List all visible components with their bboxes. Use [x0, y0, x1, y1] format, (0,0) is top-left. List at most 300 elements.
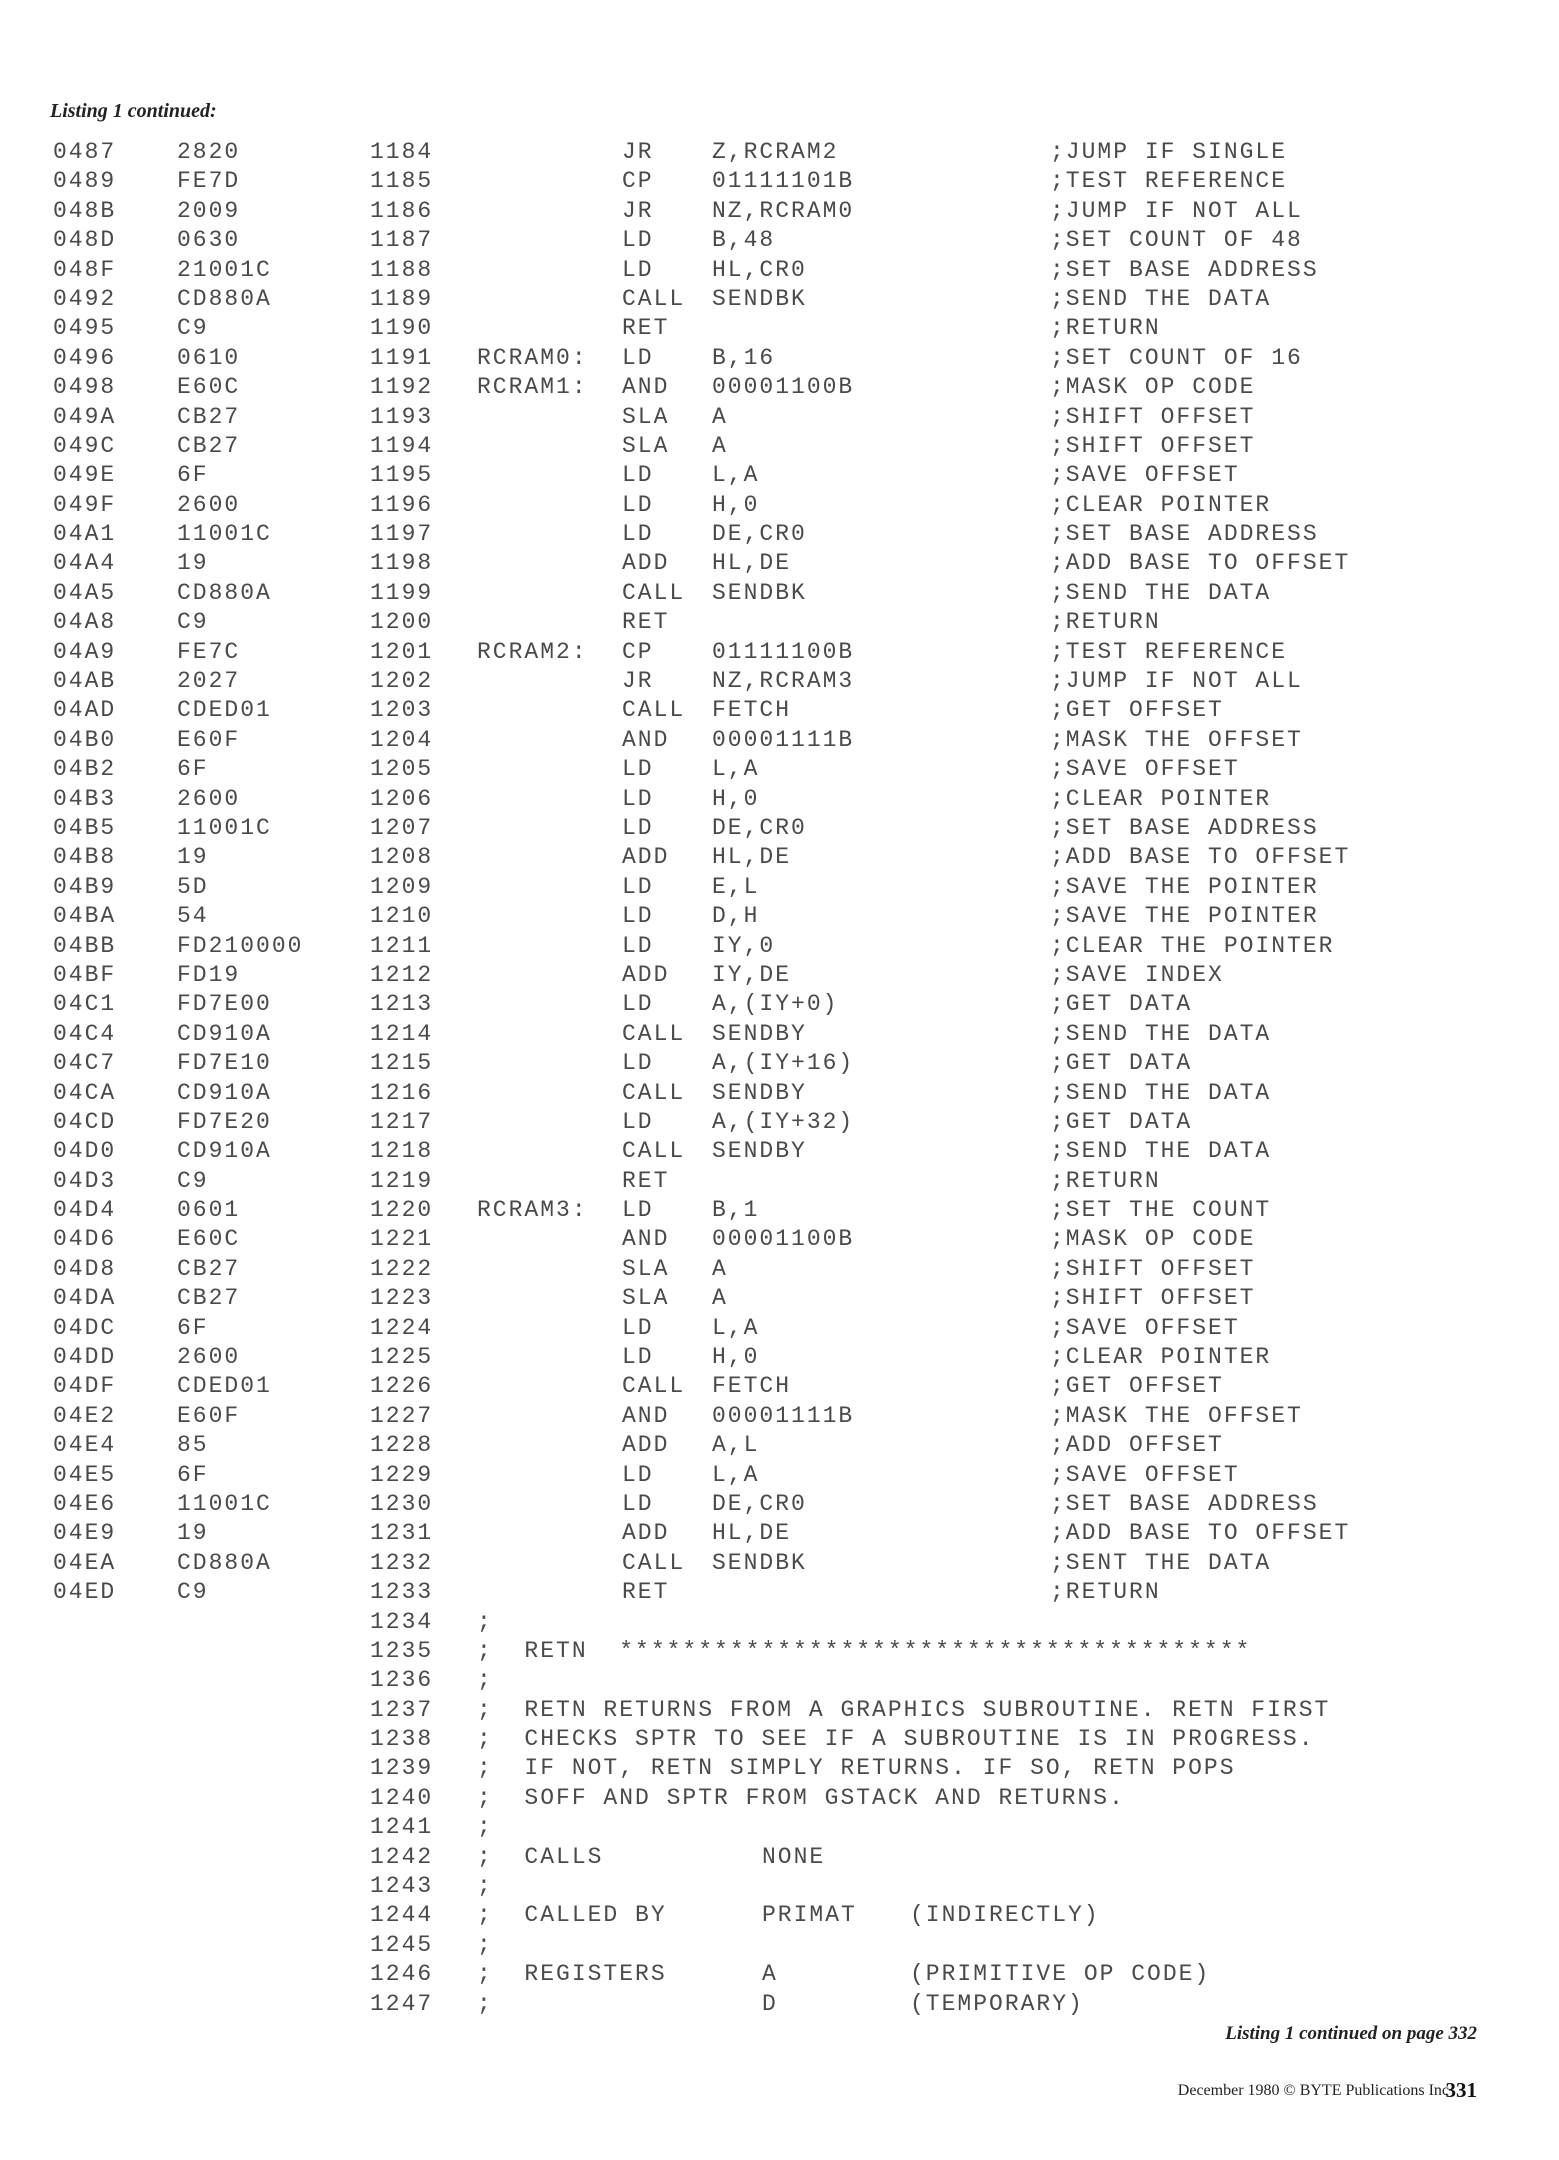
opcode: CALL: [622, 1549, 686, 1576]
line-number: 1227: [370, 1402, 434, 1429]
line-number: 1237: [370, 1696, 434, 1723]
label: RCRAM1:: [477, 374, 588, 401]
operand: A,(IY+16): [712, 1050, 855, 1077]
operand: DE,CR0: [712, 521, 807, 548]
code-line: [50, 1372, 1510, 1401]
code-line: [50, 1490, 1510, 1519]
comment: ;SEND THE DATA: [1050, 579, 1272, 606]
opcode: CALL: [622, 1373, 686, 1400]
address: 049F: [53, 491, 117, 518]
line-number: 1198: [370, 550, 434, 577]
object-code: E60C: [177, 1226, 241, 1253]
info-label: ; CALLED BY: [477, 1902, 667, 1929]
address: 04CD: [53, 1108, 117, 1135]
comment: ;SAVE THE POINTER: [1050, 903, 1319, 930]
object-code: 2009: [177, 197, 241, 224]
code-line: [50, 1108, 1510, 1137]
code-line: [50, 1196, 1510, 1225]
line-number: 1188: [370, 256, 434, 283]
info-line: [50, 1901, 1510, 1930]
operand: B,1: [712, 1197, 760, 1224]
comment: ;SAVE OFFSET: [1050, 1314, 1240, 1341]
operand: IY,0: [712, 932, 776, 959]
page-number: 331: [1445, 2078, 1477, 2102]
address: 04A9: [53, 638, 117, 665]
address: 04D3: [53, 1167, 117, 1194]
address: 04D0: [53, 1138, 117, 1165]
object-code: FD19: [177, 961, 241, 988]
comment-line: [50, 1608, 1510, 1637]
object-code: CD880A: [177, 579, 272, 606]
line-number: 1242: [370, 1843, 434, 1870]
line-number: 1230: [370, 1490, 434, 1517]
opcode: LD: [622, 344, 654, 371]
line-number: 1201: [370, 638, 434, 665]
address: 04E4: [53, 1432, 117, 1459]
comment: ;SEND THE DATA: [1050, 1020, 1272, 1047]
operand: H,0: [712, 1344, 760, 1371]
code-line: [50, 1578, 1510, 1607]
opcode: ADD: [622, 1520, 670, 1547]
opcode: RET: [622, 1167, 670, 1194]
comment-line: [50, 1666, 1510, 1695]
line-number: 1228: [370, 1432, 434, 1459]
object-code: 2600: [177, 491, 241, 518]
comment: ;SET BASE ADDRESS: [1050, 521, 1319, 548]
comment: ;SET BASE ADDRESS: [1050, 1490, 1319, 1517]
info-line: [50, 1872, 1510, 1901]
object-code: FD210000: [177, 932, 304, 959]
comment: ;SAVE THE POINTER: [1050, 873, 1319, 900]
comment: ;SET BASE ADDRESS: [1050, 256, 1319, 283]
object-code: 0610: [177, 344, 241, 371]
code-line: [50, 1049, 1510, 1078]
operand: HL,CR0: [712, 256, 807, 283]
operand: SENDBK: [712, 1549, 807, 1576]
opcode: LD: [622, 903, 654, 930]
line-number: 1245: [370, 1931, 434, 1958]
opcode: LD: [622, 991, 654, 1018]
info-line: [50, 1960, 1510, 1989]
address: 049C: [53, 432, 117, 459]
line-number: 1191: [370, 344, 434, 371]
address: 04E9: [53, 1520, 117, 1547]
object-code: CD910A: [177, 1138, 272, 1165]
object-code: 11001C: [177, 521, 272, 548]
object-code: 6F: [177, 1461, 209, 1488]
address: 04DD: [53, 1344, 117, 1371]
line-number: 1194: [370, 432, 434, 459]
opcode: AND: [622, 374, 670, 401]
opcode: CALL: [622, 1020, 686, 1047]
line-number: 1235: [370, 1637, 434, 1664]
line-number: 1205: [370, 756, 434, 783]
comment-line: [50, 1784, 1510, 1813]
opcode: AND: [622, 1402, 670, 1429]
opcode: LD: [622, 1461, 654, 1488]
object-code: 6F: [177, 1314, 209, 1341]
comment: ;SHIFT OFFSET: [1050, 1255, 1256, 1282]
code-line: [50, 1519, 1510, 1548]
address: 04DC: [53, 1314, 117, 1341]
opcode: LD: [622, 814, 654, 841]
code-line: [50, 344, 1510, 373]
address: 0492: [53, 285, 117, 312]
object-code: C9: [177, 1167, 209, 1194]
opcode: SLA: [622, 403, 670, 430]
code-line: [50, 285, 1510, 314]
line-number: 1207: [370, 814, 434, 841]
continued-note: Listing 1 continued on page 332: [1225, 2023, 1477, 2044]
comment: ;RETURN: [1050, 609, 1161, 636]
address: 04BB: [53, 932, 117, 959]
object-code: E60C: [177, 374, 241, 401]
line-number: 1208: [370, 844, 434, 871]
operand: L,A: [712, 1461, 760, 1488]
address: 04C4: [53, 1020, 117, 1047]
operand: A,(IY+32): [712, 1108, 855, 1135]
operand: SENDBK: [712, 579, 807, 606]
object-code: CB27: [177, 432, 241, 459]
opcode: LD: [622, 227, 654, 254]
address: 04AB: [53, 668, 117, 695]
address: 048F: [53, 256, 117, 283]
info-value: A: [762, 1961, 778, 1988]
line-number: 1220: [370, 1197, 434, 1224]
code-line: [50, 403, 1510, 432]
code-line: [50, 961, 1510, 990]
line-number: 1197: [370, 521, 434, 548]
code-line: [50, 638, 1510, 667]
operand: L,A: [712, 1314, 760, 1341]
code-line: [50, 667, 1510, 696]
address: 04A5: [53, 579, 117, 606]
operand: 00001100B: [712, 1226, 855, 1253]
comment: ;CLEAR POINTER: [1050, 785, 1272, 812]
object-code: 2027: [177, 668, 241, 695]
object-code: 11001C: [177, 814, 272, 841]
address: 04B0: [53, 726, 117, 753]
comment-text: ; RETN ****************************************: [477, 1637, 1252, 1664]
operand: 00001100B: [712, 374, 855, 401]
operand: NZ,RCRAM0: [712, 197, 855, 224]
comment: ;GET DATA: [1050, 1050, 1193, 1077]
object-code: 54: [177, 903, 209, 930]
opcode: LD: [622, 932, 654, 959]
line-number: 1193: [370, 403, 434, 430]
code-line: [50, 843, 1510, 872]
code-line: [50, 1314, 1510, 1343]
info-label: ;: [477, 1873, 493, 1900]
operand: SENDBY: [712, 1138, 807, 1165]
operand: FETCH: [712, 697, 792, 724]
line-number: 1241: [370, 1814, 434, 1841]
address: 04C7: [53, 1050, 117, 1077]
comment-text: ; IF NOT, RETN SIMPLY RETURNS. IF SO, RETN POPS: [477, 1755, 1236, 1782]
operand: SENDBY: [712, 1020, 807, 1047]
code-line: [50, 1402, 1510, 1431]
line-number: 1199: [370, 579, 434, 606]
line-number: 1229: [370, 1461, 434, 1488]
object-code: CDED01: [177, 697, 272, 724]
comment: ;TEST REFERENCE: [1050, 168, 1288, 195]
comment: ;SET COUNT OF 48: [1050, 227, 1303, 254]
comment: ;MASK OP CODE: [1050, 1226, 1256, 1253]
object-code: 2600: [177, 785, 241, 812]
object-code: CB27: [177, 1255, 241, 1282]
comment: ;CLEAR THE POINTER: [1050, 932, 1335, 959]
opcode: AND: [622, 1226, 670, 1253]
comment-line: [50, 1696, 1510, 1725]
comment: ;SHIFT OFFSET: [1050, 432, 1256, 459]
line-number: 1204: [370, 726, 434, 753]
line-number: 1214: [370, 1020, 434, 1047]
code-line: [50, 932, 1510, 961]
operand: B,48: [712, 227, 776, 254]
comment: ;SET THE COUNT: [1050, 1197, 1272, 1224]
comment: ;GET OFFSET: [1050, 697, 1224, 724]
object-code: 19: [177, 550, 209, 577]
opcode: LD: [622, 521, 654, 548]
address: 04B2: [53, 756, 117, 783]
operand: E,L: [712, 873, 760, 900]
info-value: NONE: [762, 1843, 826, 1870]
line-number: 1234: [370, 1608, 434, 1635]
operand: A,(IY+0): [712, 991, 839, 1018]
address: 04A1: [53, 521, 117, 548]
comment: ;JUMP IF NOT ALL: [1050, 668, 1303, 695]
opcode: ADD: [622, 844, 670, 871]
info-value: PRIMAT: [762, 1902, 857, 1929]
opcode: JR: [622, 139, 654, 165]
comment-text: ;: [477, 1814, 493, 1841]
opcode: LD: [622, 491, 654, 518]
object-code: 6F: [177, 756, 209, 783]
object-code: CDED01: [177, 1373, 272, 1400]
operand: A: [712, 403, 728, 430]
opcode: ADD: [622, 550, 670, 577]
info-note: (TEMPORARY): [910, 1990, 1084, 2017]
address: 04D4: [53, 1197, 117, 1224]
code-line: [50, 1020, 1510, 1049]
line-number: 1200: [370, 609, 434, 636]
object-code: FD7E10: [177, 1050, 272, 1077]
opcode: RET: [622, 609, 670, 636]
object-code: 6F: [177, 462, 209, 489]
opcode: LD: [622, 873, 654, 900]
object-code: FD7E00: [177, 991, 272, 1018]
opcode: RET: [622, 315, 670, 342]
info-line: [50, 1990, 1510, 2019]
operand: SENDBY: [712, 1079, 807, 1106]
operand: 00001111B: [712, 1402, 855, 1429]
line-number: 1192: [370, 374, 434, 401]
code-line: [50, 432, 1510, 461]
comment: ;SEND THE DATA: [1050, 1079, 1272, 1106]
line-number: 1212: [370, 961, 434, 988]
comment: ;SAVE OFFSET: [1050, 462, 1240, 489]
comment: ;SET COUNT OF 16: [1050, 344, 1303, 371]
code-line: [50, 1079, 1510, 1108]
opcode: CP: [622, 638, 654, 665]
line-number: 1195: [370, 462, 434, 489]
line-number: 1202: [370, 668, 434, 695]
code-line: [50, 696, 1510, 725]
object-code: C9: [177, 609, 209, 636]
footer-text: December 1980 © BYTE Publications Inc: [1177, 2082, 1449, 2099]
opcode: LD: [622, 785, 654, 812]
object-code: 85: [177, 1432, 209, 1459]
line-number: 1244: [370, 1902, 434, 1929]
label: RCRAM2:: [477, 638, 588, 665]
code-line: [50, 785, 1510, 814]
object-code: CD910A: [177, 1020, 272, 1047]
listing-heading: Listing 1 continued:: [50, 100, 217, 122]
opcode: CALL: [622, 285, 686, 312]
comment: ;SAVE OFFSET: [1050, 756, 1240, 783]
object-code: FD7E20: [177, 1108, 272, 1135]
comment: ;ADD BASE TO OFFSET: [1050, 844, 1351, 871]
opcode: LD: [622, 1050, 654, 1077]
object-code: E60F: [177, 1402, 241, 1429]
code-line: [50, 1461, 1510, 1490]
operand: 01111101B: [712, 168, 855, 195]
operand: DE,CR0: [712, 1490, 807, 1517]
info-label: ;: [477, 1931, 493, 1958]
operand: SENDBK: [712, 285, 807, 312]
opcode: RET: [622, 1579, 670, 1606]
opcode: CALL: [622, 1079, 686, 1106]
comment: ;GET DATA: [1050, 1108, 1193, 1135]
comment: ;SAVE OFFSET: [1050, 1461, 1240, 1488]
comment: ;ADD OFFSET: [1050, 1432, 1224, 1459]
comment: ;GET OFFSET: [1050, 1373, 1224, 1400]
operand: B,16: [712, 344, 776, 371]
address: 049E: [53, 462, 117, 489]
opcode: LD: [622, 1314, 654, 1341]
comment-text: ;: [477, 1608, 493, 1635]
code-line: [50, 373, 1510, 402]
opcode: LD: [622, 756, 654, 783]
address: 04B9: [53, 873, 117, 900]
code-line: [50, 197, 1510, 226]
line-number: 1186: [370, 197, 434, 224]
comment-line: [50, 1754, 1510, 1783]
line-number: 1216: [370, 1079, 434, 1106]
address: 0487: [53, 139, 117, 165]
address: 04A4: [53, 550, 117, 577]
address: 04BA: [53, 903, 117, 930]
comment: ;JUMP IF NOT ALL: [1050, 197, 1303, 224]
comment: ;RETURN: [1050, 315, 1161, 342]
object-code: 5D: [177, 873, 209, 900]
object-code: 21001C: [177, 256, 272, 283]
line-number: 1223: [370, 1285, 434, 1312]
line-number: 1219: [370, 1167, 434, 1194]
comment-line: [50, 1725, 1510, 1754]
address: 049A: [53, 403, 117, 430]
info-line: [50, 1843, 1510, 1872]
address: 04C1: [53, 991, 117, 1018]
address: 0489: [53, 168, 117, 195]
opcode: CALL: [622, 697, 686, 724]
operand: A,L: [712, 1432, 760, 1459]
code-line: [50, 520, 1510, 549]
info-label: ; CALLS: [477, 1843, 604, 1870]
line-number: 1222: [370, 1255, 434, 1282]
object-code: E60F: [177, 726, 241, 753]
opcode: ADD: [622, 961, 670, 988]
code-line: [50, 755, 1510, 784]
line-number: 1184: [370, 139, 434, 165]
code-line: [50, 256, 1510, 285]
line-number: 1240: [370, 1784, 434, 1811]
comment: ;ADD BASE TO OFFSET: [1050, 550, 1351, 577]
operand: A: [712, 1255, 728, 1282]
operand: L,A: [712, 756, 760, 783]
object-code: FE7C: [177, 638, 241, 665]
comment: ;SAVE INDEX: [1050, 961, 1224, 988]
comment: ;SEND THE DATA: [1050, 285, 1272, 312]
object-code: CD880A: [177, 1549, 272, 1576]
comment: ;MASK THE OFFSET: [1050, 726, 1303, 753]
operand: A: [712, 432, 728, 459]
comment-text: ; RETN RETURNS FROM A GRAPHICS SUBROUTINE. RETN FIRST: [477, 1696, 1331, 1723]
code-line: [50, 1137, 1510, 1166]
opcode: SLA: [622, 1285, 670, 1312]
address: 04B8: [53, 844, 117, 871]
comment: ;ADD BASE TO OFFSET: [1050, 1520, 1351, 1547]
info-note: (PRIMITIVE OP CODE): [910, 1961, 1211, 1988]
operand: L,A: [712, 462, 760, 489]
object-code: CD910A: [177, 1079, 272, 1106]
operand: HL,DE: [712, 550, 792, 577]
info-label: ; REGISTERS: [477, 1961, 667, 1988]
line-number: 1190: [370, 315, 434, 342]
comment-line: [50, 1813, 1510, 1842]
line-number: 1238: [370, 1726, 434, 1753]
code-line: [50, 461, 1510, 490]
address: 04CA: [53, 1079, 117, 1106]
comment: ;JUMP IF SINGLE: [1050, 139, 1288, 165]
object-code: 11001C: [177, 1490, 272, 1517]
operand: 00001111B: [712, 726, 855, 753]
address: 0495: [53, 315, 117, 342]
address: 0498: [53, 374, 117, 401]
line-number: 1221: [370, 1226, 434, 1253]
operand: FETCH: [712, 1373, 792, 1400]
opcode: AND: [622, 726, 670, 753]
line-number: 1211: [370, 932, 434, 959]
code-line: [50, 1284, 1510, 1313]
opcode: CALL: [622, 579, 686, 606]
address: 04BF: [53, 961, 117, 988]
code-line: [50, 814, 1510, 843]
comment: ;CLEAR POINTER: [1050, 491, 1272, 518]
line-number: 1239: [370, 1755, 434, 1782]
comment: ;MASK OP CODE: [1050, 374, 1256, 401]
object-code: C9: [177, 315, 209, 342]
code-line: [50, 226, 1510, 255]
opcode: LD: [622, 1490, 654, 1517]
opcode: SLA: [622, 432, 670, 459]
object-code: C9: [177, 1579, 209, 1606]
opcode: SLA: [622, 1255, 670, 1282]
operand: HL,DE: [712, 844, 792, 871]
code-line: [50, 1255, 1510, 1284]
code-line: [50, 1225, 1510, 1254]
info-note: (INDIRECTLY): [910, 1902, 1100, 1929]
